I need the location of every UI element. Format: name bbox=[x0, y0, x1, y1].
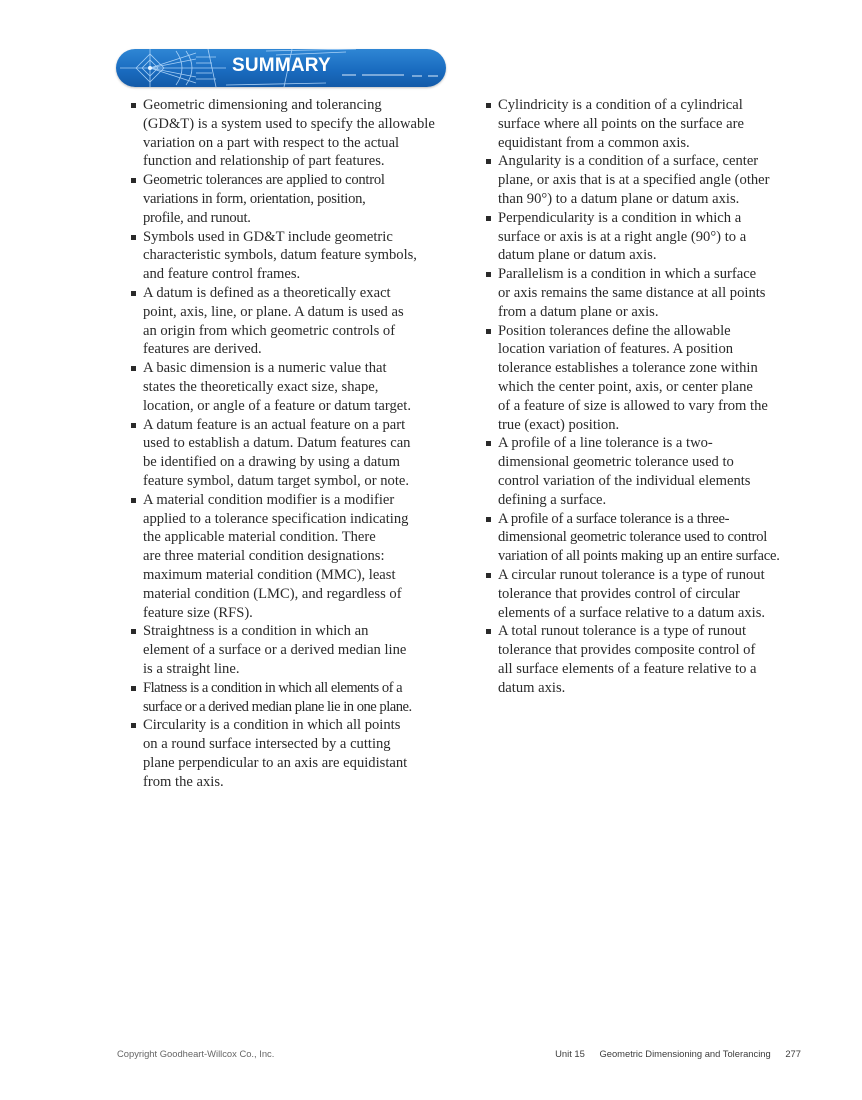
summary-bullet-item bbox=[486, 566, 786, 622]
square-bullet-icon bbox=[131, 723, 136, 728]
summary-line: elements of a surface relative to a datum axis. bbox=[498, 604, 766, 621]
square-bullet-icon bbox=[486, 629, 491, 634]
summary-line: A total runout tolerance is a type of runout bbox=[498, 623, 747, 640]
summary-left-column bbox=[131, 96, 436, 791]
summary-bullet-item bbox=[131, 622, 436, 678]
summary-line: equidistant from a common axis. bbox=[498, 134, 690, 151]
square-bullet-icon bbox=[486, 329, 491, 334]
summary-line: variation of all points making up an entire surface. bbox=[498, 548, 780, 565]
summary-line: be identified on a drawing by using a datum bbox=[143, 454, 400, 471]
summary-bullet-item bbox=[486, 96, 786, 152]
summary-line: material condition (LMC), and regardless of bbox=[143, 585, 402, 602]
summary-line: or axis remains the same distance at all points bbox=[498, 284, 766, 301]
summary-line: maximum material condition (MMC), least bbox=[143, 566, 396, 583]
summary-line: plane perpendicular to an axis are equidistant bbox=[143, 754, 408, 771]
summary-line: Parallelism is a condition in which a surface bbox=[498, 266, 757, 283]
square-bullet-icon bbox=[131, 235, 136, 240]
summary-line: Flatness is a condition in which all elements of a bbox=[143, 679, 403, 696]
square-bullet-icon bbox=[486, 159, 491, 164]
summary-bullet-item bbox=[131, 171, 436, 227]
summary-line: A datum feature is an actual feature on a part bbox=[143, 416, 406, 433]
summary-line: are three material condition designations: bbox=[143, 548, 385, 565]
square-bullet-icon bbox=[486, 103, 491, 108]
summary-bullet-item bbox=[486, 209, 786, 265]
square-bullet-icon bbox=[131, 629, 136, 634]
summary-line: dimensional geometric tolerance used to bbox=[498, 454, 734, 471]
summary-line: Circularity is a condition in which all points bbox=[143, 717, 401, 734]
summary-line: and feature control frames. bbox=[143, 266, 301, 283]
summary-bullet-item bbox=[486, 510, 786, 566]
summary-line: from the axis. bbox=[143, 773, 224, 790]
summary-line: variations in form, orientation, position, bbox=[143, 190, 366, 207]
summary-line: control variation of the individual elements bbox=[498, 472, 751, 489]
summary-line: Geometric tolerances are applied to control bbox=[143, 172, 385, 189]
summary-line: feature symbol, datum target symbol, or note. bbox=[143, 472, 410, 489]
summary-line: location variation of features. A position bbox=[498, 341, 734, 358]
summary-line: variation on a part with respect to the actual bbox=[143, 134, 400, 151]
summary-line: of a feature of size is allowed to vary from the bbox=[498, 397, 768, 414]
summary-line: defining a surface. bbox=[498, 491, 607, 508]
square-bullet-icon bbox=[131, 366, 136, 371]
summary-line: Angularity is a condition of a surface, center bbox=[498, 153, 759, 170]
summary-bullet-item bbox=[486, 622, 786, 697]
summary-line: plane, or axis that is at a specified angle (other bbox=[498, 172, 770, 189]
summary-line: Symbols used in GD&T include geometric bbox=[143, 228, 393, 245]
summary-line: profile, and runout. bbox=[143, 209, 251, 226]
summary-line: A profile of a line tolerance is a two- bbox=[498, 435, 713, 452]
summary-bullet-item bbox=[131, 96, 436, 171]
summary-line: location, or angle of a feature or datum target. bbox=[143, 397, 411, 414]
summary-title: SUMMARY bbox=[232, 55, 331, 76]
summary-line: features are derived. bbox=[143, 341, 262, 358]
summary-line: the applicable material condition. There bbox=[143, 529, 376, 546]
square-bullet-icon bbox=[131, 423, 136, 428]
summary-line: from a datum plane or axis. bbox=[498, 303, 659, 320]
summary-line: Geometric dimensioning and tolerancing bbox=[143, 97, 382, 113]
square-bullet-icon bbox=[486, 216, 491, 221]
summary-line: surface where all points on the surface are bbox=[498, 115, 744, 132]
page-number: 277 bbox=[785, 1048, 801, 1059]
square-bullet-icon bbox=[486, 573, 491, 578]
unit-label: Unit 15 bbox=[555, 1048, 585, 1059]
summary-line: dimensional geometric tolerance used to control bbox=[498, 529, 768, 546]
summary-line: feature size (RFS). bbox=[143, 604, 253, 621]
summary-line: function and relationship of part features. bbox=[143, 153, 385, 170]
square-bullet-icon bbox=[486, 272, 491, 277]
summary-line: Perpendicularity is a condition in which a bbox=[498, 209, 742, 226]
summary-line: Cylindricity is a condition of a cylindrical bbox=[498, 97, 743, 113]
summary-line: which the center point, axis, or center plane bbox=[498, 378, 753, 395]
summary-line: Position tolerances define the allowable bbox=[498, 322, 731, 339]
summary-line: tolerance that provides control of circular bbox=[498, 585, 740, 602]
summary-banner bbox=[116, 49, 446, 87]
summary-bullet-item bbox=[131, 228, 436, 284]
square-bullet-icon bbox=[131, 686, 136, 691]
square-bullet-icon bbox=[131, 178, 136, 183]
copyright-notice: Copyright Goodheart-Willcox Co., Inc. bbox=[117, 1048, 275, 1059]
summary-bullet-item bbox=[131, 716, 436, 791]
summary-line: an origin from which geometric controls of bbox=[143, 322, 396, 339]
summary-bullet-item bbox=[131, 284, 436, 359]
chapter-title: Geometric Dimensioning and Tolerancing bbox=[599, 1048, 771, 1059]
summary-bullet-item bbox=[486, 265, 786, 321]
square-bullet-icon bbox=[486, 517, 491, 522]
summary-line: datum axis. bbox=[498, 679, 566, 696]
summary-line: Straightness is a condition in which an bbox=[143, 623, 369, 640]
summary-bullet-item bbox=[486, 434, 786, 509]
summary-line: A profile of a surface tolerance is a three- bbox=[498, 510, 730, 527]
square-bullet-icon bbox=[131, 103, 136, 108]
summary-line: all surface elements of a feature relative to a bbox=[498, 660, 757, 677]
summary-line: A basic dimension is a numeric value that bbox=[143, 360, 387, 377]
summary-line: surface or axis is at a right angle (90°) to a bbox=[498, 228, 747, 245]
summary-line: on a round surface intersected by a cutting bbox=[143, 736, 391, 753]
summary-line: than 90°) to a datum plane or datum axis. bbox=[498, 190, 740, 207]
summary-line: states the theoretically exact size, shape, bbox=[143, 378, 379, 395]
summary-line: true (exact) position. bbox=[498, 416, 620, 433]
summary-bullet-item bbox=[486, 322, 786, 435]
running-footer bbox=[555, 1048, 801, 1059]
summary-line: A circular runout tolerance is a type of runout bbox=[498, 566, 765, 583]
summary-line: applied to a tolerance specification indicating bbox=[143, 510, 409, 527]
summary-line: is a straight line. bbox=[143, 660, 240, 677]
summary-bullet-item bbox=[131, 679, 436, 717]
summary-bullet-item bbox=[131, 491, 436, 623]
summary-line: used to establish a datum. Datum features can bbox=[143, 435, 411, 452]
summary-line: element of a surface or a derived median line bbox=[143, 642, 407, 659]
summary-bullet-item bbox=[131, 416, 436, 491]
summary-line: surface or a derived median plane lie in one plane. bbox=[143, 698, 412, 715]
summary-line: datum plane or datum axis. bbox=[498, 247, 657, 264]
summary-line: tolerance that provides composite control of bbox=[498, 642, 756, 659]
summary-bullet-item bbox=[131, 359, 436, 415]
summary-line: point, axis, line, or plane. A datum is used as bbox=[143, 303, 404, 320]
square-bullet-icon bbox=[131, 498, 136, 503]
square-bullet-icon bbox=[486, 441, 491, 446]
summary-bullet-item bbox=[486, 152, 786, 208]
square-bullet-icon bbox=[131, 291, 136, 296]
summary-right-column bbox=[486, 96, 786, 698]
summary-line: A material condition modifier is a modifier bbox=[143, 491, 395, 508]
summary-line: tolerance establishes a tolerance zone within bbox=[498, 360, 758, 377]
summary-line: (GD&T) is a system used to specify the allowable bbox=[143, 115, 435, 132]
summary-line: characteristic symbols, datum feature symbols, bbox=[143, 247, 417, 264]
summary-line: A datum is defined as a theoretically exact bbox=[143, 284, 391, 301]
